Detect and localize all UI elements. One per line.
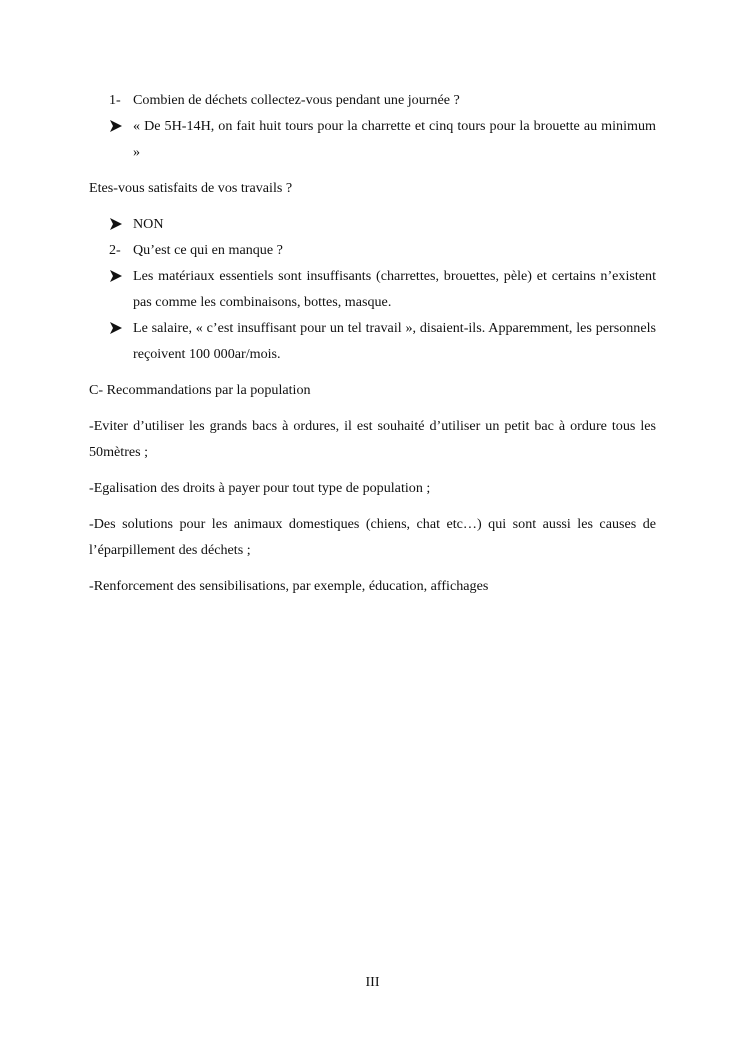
bullet-answer-2-salary: [89, 315, 656, 367]
answer-text: « De 5H-14H, on fait huit tours pour la charrette et cinq tours pour la brouette au minimum »: [133, 118, 656, 160]
answer-text: Le salaire, « c’est insuffisant pour un tel travail », disaient-ils. Apparemment, les personnels reçoivent 100 000ar/mois.: [133, 320, 656, 362]
recommendation-2: -Egalisation des droits à payer pour tout type de population ;: [89, 480, 431, 496]
page-content: [89, 87, 656, 599]
list-number: 2-: [109, 242, 121, 258]
recommendation-3: -Des solutions pour les animaux domestiques (chiens, chat etc…) qui sont aussi les causes de l’éparpillement des déchets ;: [89, 516, 656, 558]
satisfaction-question: Etes-vous satisfaits de vos travails ?: [89, 180, 293, 196]
section-title: C- Recommandations par la population: [89, 382, 311, 398]
answer-text: Les matériaux essentiels sont insuffisants (charrettes, brouettes, pèle) et certains n’existent pas comme les combinaisons, bottes, masque.: [133, 268, 656, 310]
arrow-bullet-icon: [110, 322, 122, 334]
recommendation-1: -Eviter d’utiliser les grands bacs à ordures, il est souhaité d’utiliser un petit bac à ordure tous les 50mètres ;: [89, 418, 656, 460]
recommendation-4: -Renforcement des sensibilisations, par exemple, éducation, affichages: [89, 578, 489, 594]
bullet-answer-satisfaction: [89, 211, 656, 237]
arrow-bullet-icon: [110, 218, 122, 230]
question-text: Qu’est ce qui en manque ?: [133, 242, 283, 258]
numbered-question-1: [89, 87, 656, 113]
bullet-answer-2-materials: [89, 263, 656, 315]
page-number: III: [365, 974, 380, 990]
numbered-question-2: [89, 237, 656, 263]
list-number: 1-: [109, 92, 121, 108]
arrow-bullet-icon: [110, 120, 122, 132]
bullet-answer-1: [89, 113, 656, 165]
answer-text: NON: [133, 216, 164, 232]
arrow-bullet-icon: [110, 270, 122, 282]
question-text: Combien de déchets collectez-vous pendant une journée ?: [133, 92, 460, 108]
